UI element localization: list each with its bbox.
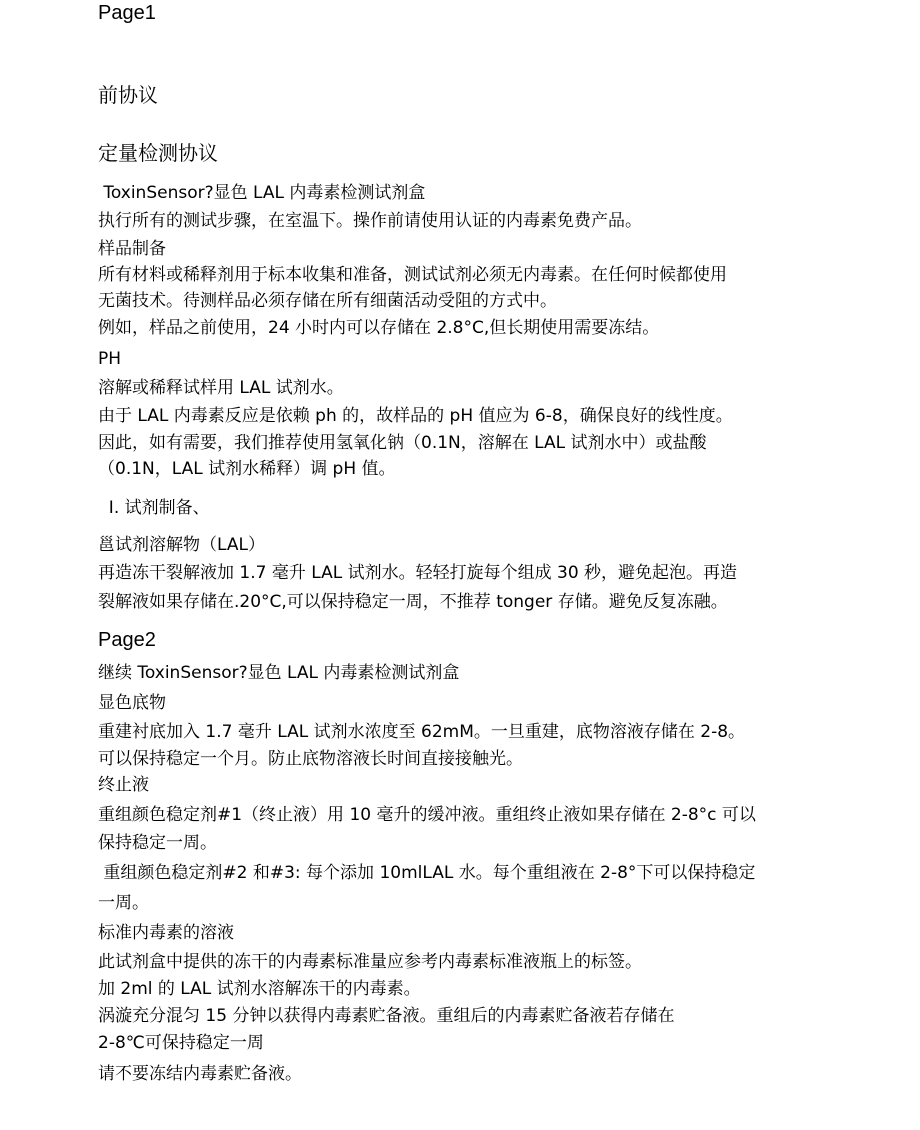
lysate-line-2: 裂解液如果存储在.20°C,可以保持稳定一周，不推荐 tonger 存储。避免反复冻融。: [98, 592, 728, 612]
sample-prep-line-3: 例如，样品之前使用，24 小时内可以存储在 2.8°C,但长期使用需要冻结。: [98, 318, 660, 338]
stabilizer-line-1: 重组颜色稳定剂#2 和#3: 每个添加 10mlLAL 水。每个重组液在 2-8°下可以保持稳定: [98, 863, 756, 883]
sample-prep-heading: 样品制备: [98, 239, 166, 259]
continued-kit-title: 继续 ToxinSensor?显色 LAL 内毒素检测试剂盒: [98, 663, 460, 683]
standard-line-3: 涡漩充分混匀 15 分钟以获得内毒素贮备液。重组后的内毒素贮备液若存储在: [98, 1006, 675, 1026]
intro-paragraph: 执行所有的测试步骤，在室温下。操作前请使用认证的内毒素免费产品。: [98, 211, 642, 231]
sample-prep-line-2: 无菌技术。待测样品必须存储在所有细菌活动受阻的方式中。: [98, 291, 557, 311]
lysate-line-1: 再造冻干裂解液加 1.7 毫升 LAL 试剂水。轻轻打旋每个组成 30 秒，避免起泡。再造: [98, 563, 738, 583]
reagent-prep-heading: I. 试剂制备、: [98, 498, 210, 518]
sample-prep-line-1: 所有材料或稀释剂用于标本收集和准备，测试试剂必须无内毒素。在任何时候都使用: [98, 265, 727, 285]
substrate-line-1: 重建衬底加入 1.7 毫升 LAL 试剂水浓度至 62mM。一旦重建，底物溶液存储在 2-8。: [98, 722, 746, 742]
heading-pre-protocol: 前协议: [98, 83, 158, 107]
standard-line-1: 此试剂盒中提供的冻干的内毒素标准量应参考内毒素标准液瓶上的标签。: [98, 952, 642, 972]
page-label-1: Page1: [98, 2, 156, 24]
lysate-heading: 邕试剂溶解物（LAL）: [98, 535, 265, 555]
kit-title: ToxinSensor?显色 LAL 内毒素检测试剂盒: [98, 183, 426, 203]
ph-line-2: 由于 LAL 内毒素反应是依赖 ph 的，故样品的 pH 值应为 6-8，确保良好的线性度。: [98, 406, 733, 426]
ph-heading: PH: [98, 349, 122, 369]
ph-line-1: 溶解或稀释试样用 LAL 试剂水。: [98, 378, 344, 398]
standard-endotoxin-heading: 标准内毒素的溶液: [98, 923, 234, 943]
page-label-2: Page2: [98, 629, 156, 651]
stabilizer-line-2: 一周。: [98, 893, 149, 913]
stop-solution-line-1: 重组颜色稳定剂#1（终止液）用 10 毫升的缓冲液。重组终止液如果存储在 2-8°c 可以: [98, 805, 756, 825]
ph-line-3: 因此，如有需要，我们推荐使用氢氧化钠（0.1N，溶解在 LAL 试剂水中）或盐酸: [98, 433, 707, 453]
stop-solution-line-2: 保持稳定一周。: [98, 833, 217, 853]
stop-solution-heading: 终止液: [98, 775, 149, 795]
substrate-line-2: 可以保持稳定一个月。防止底物溶液长时间直接接触光。: [98, 749, 523, 769]
heading-quantitative-protocol: 定量检测协议: [98, 141, 218, 165]
ph-line-4: （0.1N，LAL 试剂水稀释）调 pH 值。: [98, 459, 396, 479]
standard-line-4: 2-8℃可保持稳定一周: [98, 1033, 264, 1053]
substrate-heading: 显色底物: [98, 693, 166, 713]
standard-line-2: 加 2ml 的 LAL 试剂水溶解冻干的内毒素。: [98, 979, 421, 999]
standard-line-5: 请不要冻结内毒素贮备液。: [98, 1064, 302, 1084]
